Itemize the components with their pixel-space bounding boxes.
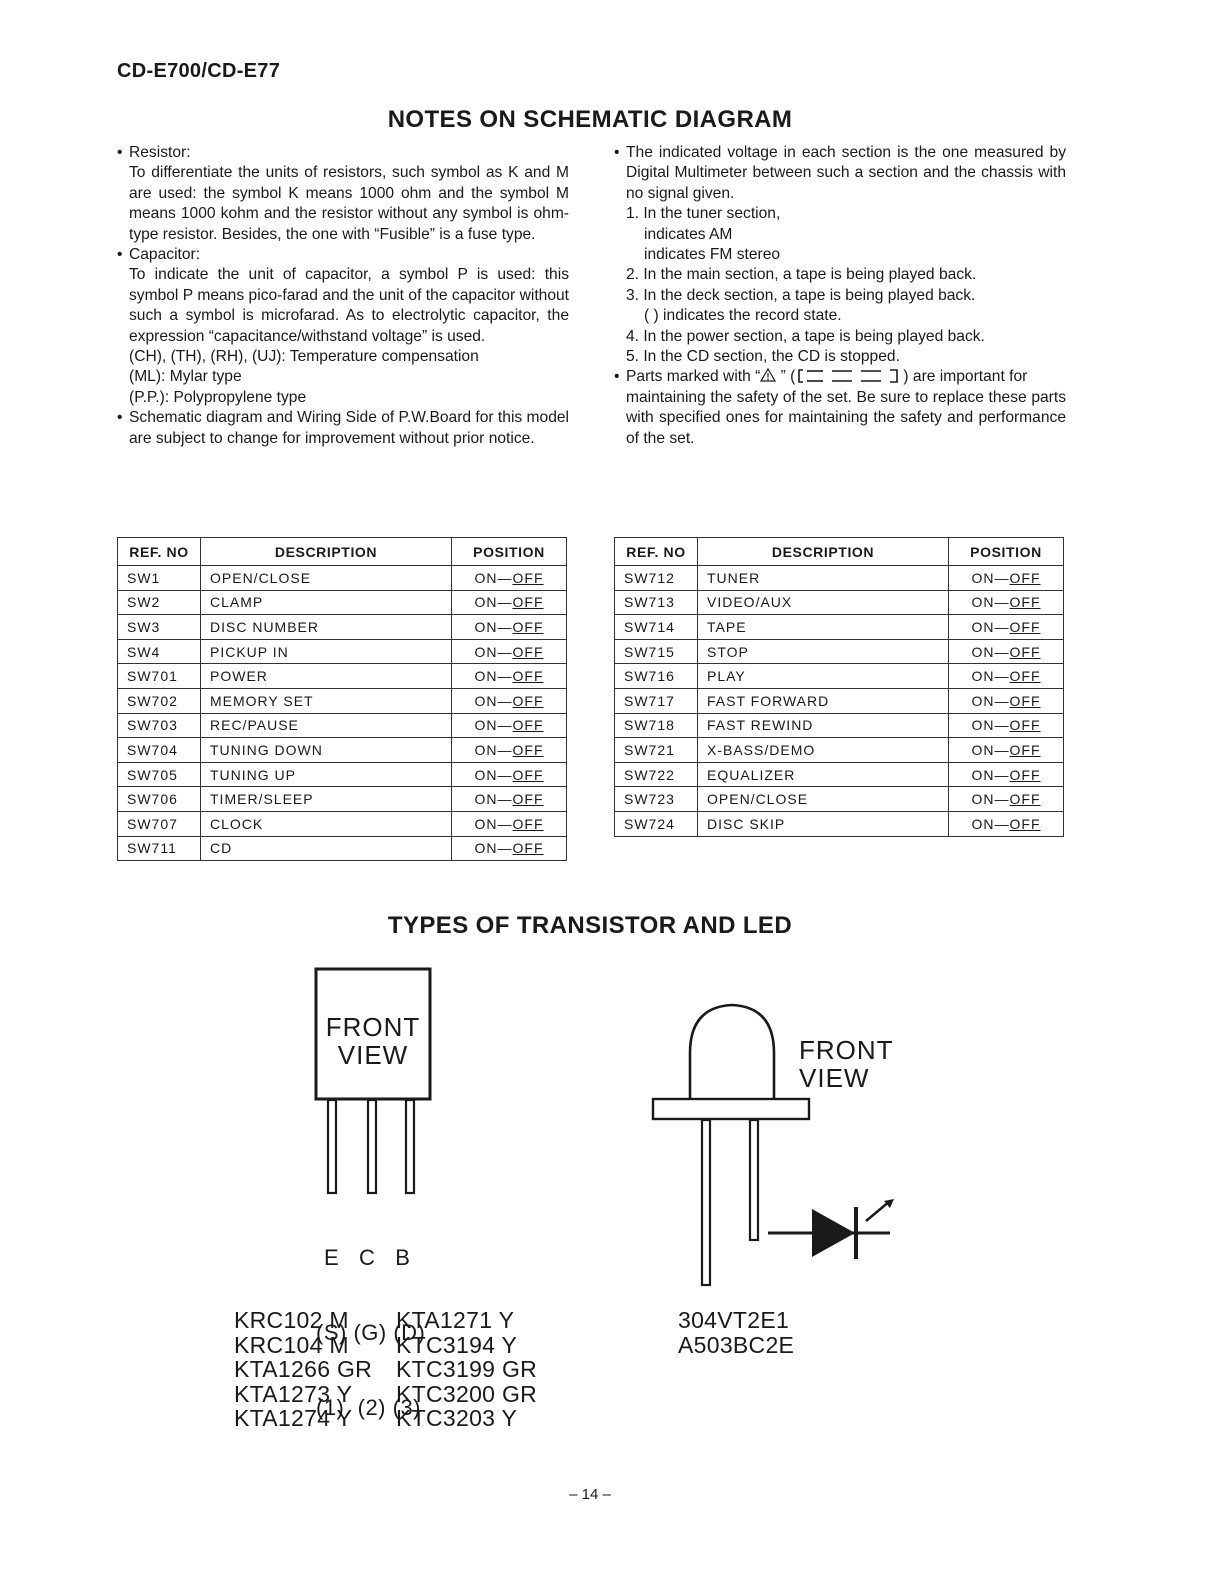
part-number: KRC104 M bbox=[234, 1331, 349, 1358]
table-row bbox=[118, 590, 567, 615]
led-lead-long bbox=[702, 1120, 710, 1285]
position-on: ON— bbox=[971, 791, 1010, 808]
transistor-front-view-label bbox=[316, 1013, 430, 1069]
resistor-note: • Resistor: bbox=[117, 144, 191, 161]
table-row bbox=[615, 688, 1064, 713]
description-cell: CD bbox=[201, 836, 452, 861]
transistor-diagram bbox=[300, 960, 450, 1200]
position-cell bbox=[452, 664, 567, 689]
position-on: ON— bbox=[474, 569, 513, 586]
table-row bbox=[118, 738, 567, 763]
description-cell: MEMORY SET bbox=[201, 688, 452, 713]
position-on: ON— bbox=[474, 618, 513, 635]
schematic-note: • Schematic diagram and Wiring Side of P.W.Board for this model are subject to change for improvement without prior notice. bbox=[117, 409, 570, 447]
col-ref: REF. NO bbox=[615, 538, 698, 566]
transistor-view-text: VIEW bbox=[337, 1040, 409, 1070]
ref-cell: SW704 bbox=[118, 738, 201, 763]
note-item-1a: indicates AM bbox=[644, 225, 733, 243]
position-off: OFF bbox=[512, 766, 544, 783]
page-number: – 14 – bbox=[569, 1486, 611, 1503]
position-cell bbox=[452, 615, 567, 640]
parts-text: maintaining the safety of the set. Be sure to replace these parts with specified ones for maintaining the safety and performance of the set. bbox=[626, 388, 1066, 447]
position-off: OFF bbox=[512, 594, 544, 611]
led-symbol-icon bbox=[768, 1199, 894, 1259]
description-cell: POWER bbox=[201, 664, 452, 689]
table-row bbox=[615, 615, 1064, 640]
ref-cell: SW715 bbox=[615, 639, 698, 664]
note-item-3a: ( ) indicates the record state. bbox=[644, 307, 842, 325]
position-cell bbox=[949, 738, 1064, 763]
note-item-3: 3. In the deck section, a tape is being played back. bbox=[626, 286, 976, 304]
description-cell: EQUALIZER bbox=[698, 762, 949, 787]
position-cell bbox=[452, 688, 567, 713]
position-cell bbox=[949, 787, 1064, 812]
ref-cell: SW703 bbox=[118, 713, 201, 738]
position-on: ON— bbox=[474, 668, 513, 685]
position-cell bbox=[949, 615, 1064, 640]
position-on: ON— bbox=[474, 692, 513, 709]
note-item-1b: indicates FM stereo bbox=[644, 246, 781, 264]
position-cell bbox=[949, 566, 1064, 591]
position-on: ON— bbox=[971, 815, 1010, 832]
led-view-text: VIEW bbox=[799, 1063, 870, 1093]
types-heading: TYPES OF TRANSISTOR AND LED bbox=[387, 912, 793, 939]
part-number: KTA1266 GR bbox=[234, 1356, 373, 1382]
ref-cell: SW4 bbox=[118, 639, 201, 664]
position-on: ON— bbox=[474, 766, 513, 783]
table-row bbox=[118, 787, 567, 812]
transistor-lead-e bbox=[328, 1100, 336, 1193]
position-cell bbox=[452, 738, 567, 763]
position-cell bbox=[452, 762, 567, 787]
ref-cell: SW707 bbox=[118, 811, 201, 836]
part-number: KRC102 M bbox=[234, 1307, 349, 1333]
position-cell bbox=[949, 590, 1064, 615]
parts-suffix: ) are important for bbox=[903, 368, 1028, 386]
table-row bbox=[615, 787, 1064, 812]
description-cell: DISC NUMBER bbox=[201, 615, 452, 640]
position-off: OFF bbox=[512, 618, 544, 635]
ref-cell: SW724 bbox=[615, 811, 698, 836]
position-on: ON— bbox=[474, 840, 513, 857]
description-cell: VIDEO/AUX bbox=[698, 590, 949, 615]
ref-cell: SW714 bbox=[615, 615, 698, 640]
description-cell: TUNING DOWN bbox=[201, 738, 452, 763]
position-on: ON— bbox=[971, 741, 1010, 758]
capacitor-line-3: (P.P.): Polypropylene type bbox=[129, 388, 307, 406]
position-off: OFF bbox=[512, 643, 544, 660]
transistor-parts-col2 bbox=[396, 1308, 537, 1431]
description-cell: OPEN/CLOSE bbox=[698, 787, 949, 812]
pin-row-sgd: (S) (G) (D) bbox=[316, 1320, 426, 1345]
table-row bbox=[118, 836, 567, 861]
capacitor-line-2: (ML): Mylar type bbox=[129, 368, 242, 386]
ref-cell: SW711 bbox=[118, 836, 201, 861]
table-row bbox=[615, 762, 1064, 787]
position-off: OFF bbox=[1009, 643, 1041, 660]
capacitor-text: To indicate the unit of capacitor, a symbol P is used: this symbol P means pico-farad and the unit of the capacitor without such a symbol is microfarad. As to electrolytic capacitor, the expression “capacitance/withstand voltage” is used. bbox=[129, 266, 569, 345]
position-cell bbox=[949, 688, 1064, 713]
description-cell: CLAMP bbox=[201, 590, 452, 615]
table-row bbox=[118, 713, 567, 738]
model-number: CD-E700/CD-E77 bbox=[117, 60, 281, 82]
notes-right-column bbox=[614, 143, 1066, 449]
ref-cell: SW722 bbox=[615, 762, 698, 787]
col-description: DESCRIPTION bbox=[698, 538, 949, 566]
col-ref: REF. NO bbox=[118, 538, 201, 566]
note-item-1: 1. In the tuner section, bbox=[626, 205, 781, 223]
led-front-view-label bbox=[799, 1036, 894, 1092]
table-row bbox=[118, 615, 567, 640]
position-cell bbox=[452, 836, 567, 861]
description-cell: TIMER/SLEEP bbox=[201, 787, 452, 812]
part-number: KTC3203 Y bbox=[396, 1405, 518, 1431]
pin-row-ecb: E C B bbox=[324, 1245, 411, 1270]
ref-cell: SW701 bbox=[118, 664, 201, 689]
parts-note: • Parts marked with “ ” ( ) are important for bbox=[614, 368, 1028, 386]
position-off: OFF bbox=[512, 791, 544, 808]
table-row bbox=[615, 713, 1064, 738]
col-position: POSITION bbox=[452, 538, 567, 566]
table-row bbox=[118, 566, 567, 591]
description-cell: TAPE bbox=[698, 615, 949, 640]
table-row bbox=[118, 688, 567, 713]
position-cell bbox=[452, 566, 567, 591]
position-cell bbox=[452, 639, 567, 664]
ref-cell: SW1 bbox=[118, 566, 201, 591]
position-on: ON— bbox=[971, 643, 1010, 660]
position-on: ON— bbox=[474, 717, 513, 734]
position-cell bbox=[949, 713, 1064, 738]
position-off: OFF bbox=[1009, 668, 1041, 685]
description-cell: CLOCK bbox=[201, 811, 452, 836]
note-item-2: 2. In the main section, a tape is being played back. bbox=[626, 266, 977, 284]
part-number: 304VT2E1 bbox=[678, 1307, 790, 1333]
description-cell: REC/PAUSE bbox=[201, 713, 452, 738]
transistor-front-text: FRONT bbox=[325, 1012, 421, 1042]
transistor-lead-b bbox=[406, 1100, 414, 1193]
transistor-lead-c bbox=[368, 1100, 376, 1193]
table-row bbox=[615, 738, 1064, 763]
description-cell: DISC SKIP bbox=[698, 811, 949, 836]
switch-table-left bbox=[117, 537, 567, 861]
col-position: POSITION bbox=[949, 538, 1064, 566]
position-cell bbox=[452, 787, 567, 812]
table-row bbox=[118, 639, 567, 664]
position-off: OFF bbox=[1009, 618, 1041, 635]
table-row bbox=[615, 639, 1064, 664]
part-number: A503BC2E bbox=[678, 1331, 795, 1358]
ref-cell: SW3 bbox=[118, 615, 201, 640]
voltage-note: • The indicated voltage in each section is the one measured by Digital Multimeter between such a section and the chassis with no signal given. bbox=[614, 144, 1066, 202]
ref-cell: SW705 bbox=[118, 762, 201, 787]
capacitor-title: Capacitor: bbox=[129, 246, 201, 264]
part-number: KTC3200 GR bbox=[396, 1380, 538, 1407]
description-cell: OPEN/CLOSE bbox=[201, 566, 452, 591]
schematic-note-text: Schematic diagram and Wiring Side of P.W.Board for this model are subject to change for improvement without prior notice. bbox=[129, 409, 570, 447]
table-row bbox=[615, 566, 1064, 591]
position-off: OFF bbox=[1009, 815, 1041, 832]
description-cell: FAST REWIND bbox=[698, 713, 949, 738]
position-cell bbox=[949, 639, 1064, 664]
led-parts bbox=[678, 1308, 794, 1357]
note-item-4: 4. In the power section, a tape is being played back. bbox=[626, 327, 985, 345]
voltage-note-text: The indicated voltage in each section is the one measured by Digital Multimeter between such a section and the chassis with no signal given. bbox=[626, 144, 1066, 202]
table-header-row bbox=[118, 538, 567, 566]
table-row bbox=[118, 762, 567, 787]
position-on: ON— bbox=[971, 668, 1010, 685]
table-row bbox=[615, 664, 1064, 689]
position-cell bbox=[452, 590, 567, 615]
pin-row-123: (1) (2) (3) bbox=[316, 1395, 421, 1420]
position-on: ON— bbox=[474, 791, 513, 808]
description-cell: X-BASS/DEMO bbox=[698, 738, 949, 763]
position-off: OFF bbox=[1009, 692, 1041, 709]
position-off: OFF bbox=[1009, 766, 1041, 783]
position-on: ON— bbox=[971, 717, 1010, 734]
table-row bbox=[118, 664, 567, 689]
part-number: KTC3199 GR bbox=[396, 1356, 538, 1382]
position-cell bbox=[949, 762, 1064, 787]
table-row bbox=[118, 811, 567, 836]
position-cell bbox=[452, 713, 567, 738]
position-on: ON— bbox=[971, 618, 1010, 635]
safety-bracket-icon bbox=[797, 369, 901, 383]
table-row bbox=[615, 811, 1064, 836]
led-lead-short bbox=[750, 1120, 758, 1240]
led-flange bbox=[653, 1099, 809, 1119]
transistor-parts-col1 bbox=[234, 1308, 372, 1431]
resistor-text: To differentiate the units of resistors, such symbol as K and M are used: the symbol K means 1000 ohm and the symbol M means 1000 kohm and the resistor without any symbol is ohm-type resistor. Besides, the one with “Fusible” is a fuse type. bbox=[129, 164, 569, 243]
position-off: OFF bbox=[512, 717, 544, 734]
switch-table-right bbox=[614, 537, 1064, 837]
part-number: KTA1273 Y bbox=[234, 1380, 353, 1407]
part-number: KTA1271 Y bbox=[396, 1307, 515, 1333]
position-off: OFF bbox=[512, 668, 544, 685]
capacitor-note: • Capacitor: bbox=[117, 246, 201, 264]
description-cell: TUNER bbox=[698, 566, 949, 591]
note-item-5: 5. In the CD section, the CD is stopped. bbox=[626, 348, 900, 366]
parts-prefix: Parts marked with “ bbox=[626, 368, 761, 386]
part-number: KTC3194 Y bbox=[396, 1331, 518, 1358]
ref-cell: SW702 bbox=[118, 688, 201, 713]
position-cell bbox=[452, 811, 567, 836]
position-off: OFF bbox=[1009, 717, 1041, 734]
position-off: OFF bbox=[1009, 569, 1041, 586]
ref-cell: SW716 bbox=[615, 664, 698, 689]
position-on: ON— bbox=[971, 692, 1010, 709]
ref-cell: SW706 bbox=[118, 787, 201, 812]
part-number: KTA1274 Y bbox=[234, 1405, 353, 1431]
position-cell bbox=[949, 811, 1064, 836]
position-off: OFF bbox=[512, 692, 544, 709]
col-description: DESCRIPTION bbox=[201, 538, 452, 566]
position-on: ON— bbox=[971, 594, 1010, 611]
position-on: ON— bbox=[971, 569, 1010, 586]
ref-cell: SW2 bbox=[118, 590, 201, 615]
position-on: ON— bbox=[971, 766, 1010, 783]
description-cell: PICKUP IN bbox=[201, 639, 452, 664]
description-cell: PLAY bbox=[698, 664, 949, 689]
capacitor-line-1: (CH), (TH), (RH), (UJ): Temperature compensation bbox=[129, 348, 479, 366]
table-header-row bbox=[615, 538, 1064, 566]
notes-left-column bbox=[117, 143, 569, 449]
description-cell: STOP bbox=[698, 639, 949, 664]
position-on: ON— bbox=[474, 741, 513, 758]
ref-cell: SW718 bbox=[615, 713, 698, 738]
description-cell: TUNING UP bbox=[201, 762, 452, 787]
position-on: ON— bbox=[474, 643, 513, 660]
ref-cell: SW712 bbox=[615, 566, 698, 591]
position-off: OFF bbox=[512, 741, 544, 758]
position-off: OFF bbox=[512, 815, 544, 832]
ref-cell: SW721 bbox=[615, 738, 698, 763]
notes-heading: NOTES ON SCHEMATIC DIAGRAM bbox=[387, 106, 793, 133]
led-dome bbox=[690, 1005, 774, 1099]
table-row bbox=[615, 590, 1064, 615]
parts-mid: ” ( bbox=[776, 368, 796, 386]
resistor-title: Resistor: bbox=[129, 144, 191, 161]
ref-cell: SW713 bbox=[615, 590, 698, 615]
position-on: ON— bbox=[474, 815, 513, 832]
warning-triangle-icon bbox=[760, 368, 776, 382]
position-off: OFF bbox=[512, 840, 544, 857]
ref-cell: SW723 bbox=[615, 787, 698, 812]
led-front-text: FRONT bbox=[799, 1035, 894, 1065]
position-cell bbox=[949, 664, 1064, 689]
description-cell: FAST FORWARD bbox=[698, 688, 949, 713]
position-off: OFF bbox=[1009, 791, 1041, 808]
position-off: OFF bbox=[1009, 741, 1041, 758]
ref-cell: SW717 bbox=[615, 688, 698, 713]
position-off: OFF bbox=[1009, 594, 1041, 611]
position-off: OFF bbox=[512, 569, 544, 586]
position-on: ON— bbox=[474, 594, 513, 611]
